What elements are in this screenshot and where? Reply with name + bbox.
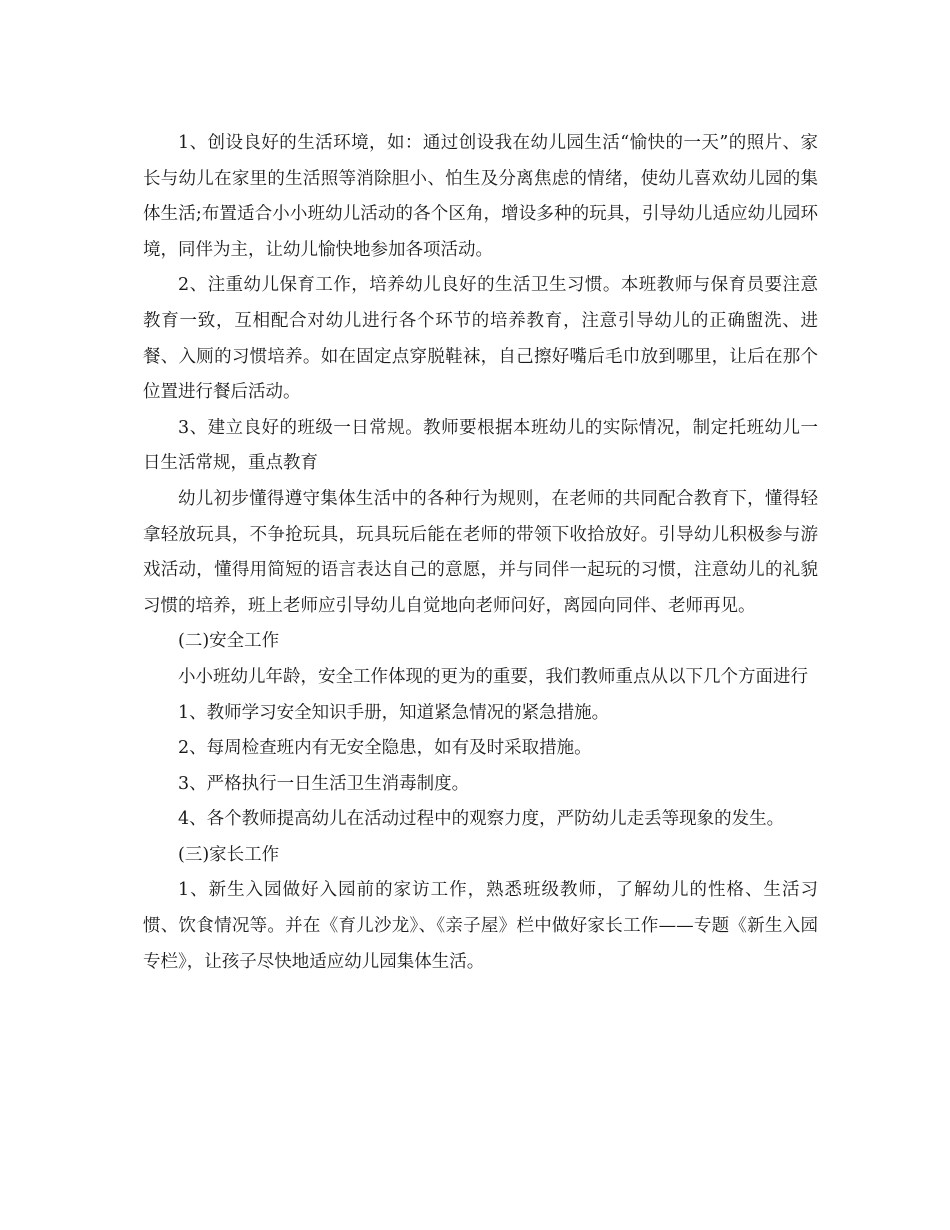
list-item-safety-4: 4、各个教师提高幼儿在活动过程中的观察力度，严防幼儿走丢等现象的发生。: [178, 809, 785, 830]
paragraph-parents-work: 1、新生入园做好入园前的家访工作，熟悉班级教师，了解幼儿的性格、生活习惯、饮食情况等。并在《育儿沙龙》、《亲子屋》栏中做好家长工作——专题《新生入园专栏》，让孩子尽快地适应幼儿园集体生活。: [143, 880, 818, 972]
list-item-safety-1: 1、教师学习安全知识手册，知道紧急情况的紧急措施。: [178, 702, 610, 723]
document-body: [143, 126, 818, 980]
list-item-safety-3: 3、严格执行一日生活卫生消毒制度。: [178, 773, 470, 794]
paragraph-environment: 1、创设良好的生活环境，如：通过创设我在幼儿园生活“愉快的一天”的照片、家长与幼儿在家里的生活照等消除胆小、怕生及分离焦虑的情绪，使幼儿喜欢幼儿园的集体生活;布置适合小小班幼儿活动的各个区角，增设多种的玩具，引导幼儿适应幼儿园环境，同伴为主，让幼儿愉快地参加各项活动。: [143, 133, 818, 260]
paragraph-care-work: 2、注重幼儿保育工作，培养幼儿良好的生活卫生习惯。本班教师与保育员要注意教育一致，互相配合对幼儿进行各个环节的培养教育，注意引导幼儿的正确盥洗、进餐、入厕的习惯培养。如在固定点穿脱鞋袜，自己擦好嘴后毛巾放到哪里，让后在那个位置进行餐后活动。: [143, 275, 818, 403]
paragraph-daily-routine: 3、建立良好的班级一日常规。教师要根据本班幼儿的实际情况，制定托班幼儿一日生活常规，重点教育: [143, 417, 818, 474]
paragraph-safety-intro: 小小班幼儿年龄，安全工作体现的更为的重要，我们教师重点从以下几个方面进行: [178, 666, 808, 687]
list-item-safety-2: 2、每周检查班内有无安全隐患，如有及时采取措施。: [178, 738, 592, 759]
section-heading-safety: (二)安全工作: [178, 631, 280, 652]
paragraph-behavior-rules: 幼儿初步懂得遵守集体生活中的各种行为规则，在老师的共同配合教育下，懂得轻拿轻放玩具，不争抢玩具，玩具玩后能在老师的带领下收拾放好。引导幼儿积极参与游戏活动，懂得用简短的语言表达自己的意愿，并与同伴一起玩的习惯，注意幼儿的礼貌习惯的培养，班上老师应引导幼儿自觉地向老师问好，离园向同伴、老师再见。: [143, 488, 818, 616]
section-heading-parents: (三)家长工作: [178, 844, 280, 865]
